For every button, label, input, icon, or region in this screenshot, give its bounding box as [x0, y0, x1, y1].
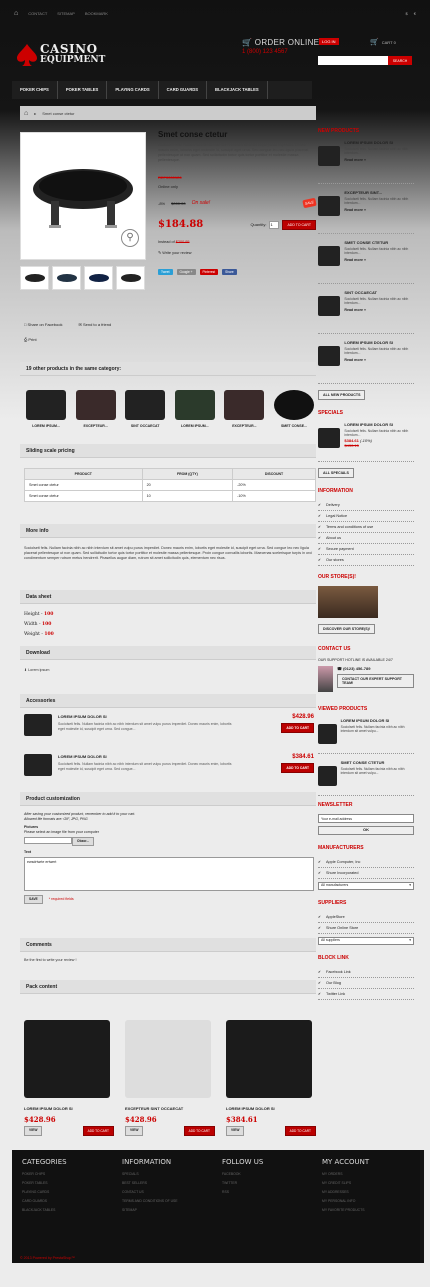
footer-heading: MY ACCOUNT [322, 1158, 370, 1166]
read-more-link[interactable]: Read more » [344, 357, 366, 362]
facebook-share-button[interactable]: Share [222, 269, 237, 275]
top-link-contact[interactable]: CONTACT [28, 10, 48, 16]
new-product-item [318, 290, 414, 334]
print-link[interactable] [24, 337, 154, 342]
item-title[interactable]: LOREM IPSUM DOLOR SI [344, 340, 394, 345]
comments-text[interactable]: Be the first to write your review ! [24, 958, 77, 962]
product-image[interactable] [20, 132, 146, 260]
product-reference: REF0000126 [158, 175, 182, 180]
pack-products [24, 1020, 316, 1136]
sidebar [318, 106, 414, 1000]
newsletter-heading: NEWSLETTER [318, 802, 353, 808]
accessory-price: $384.61 [292, 754, 314, 760]
footer-follow [222, 1158, 314, 1255]
top-bar [6, 0, 424, 26]
product-thumb [175, 390, 215, 420]
accessory-price: $428.96 [292, 714, 314, 720]
add-to-cart-button[interactable]: ADD TO CART [285, 1126, 316, 1136]
copyright[interactable]: © 2013 Powered by PrestaShop™ [20, 1256, 75, 1260]
info-link[interactable]: ✔ Terms and conditions of use [318, 522, 414, 533]
info-link[interactable]: ✔ Legal Notice [318, 511, 414, 522]
newsletter-ok-button[interactable]: OK [318, 826, 414, 835]
cell-discount: -20% [233, 480, 316, 491]
item-desc: Sociolseti felis. Nullam facinia nibh ac nibh interdum... [344, 147, 409, 156]
discount-row [158, 199, 316, 207]
suppliers-select[interactable]: All suppliers ▾ [318, 937, 414, 945]
accessory-title[interactable]: LOREM IPSUM DOLOR SI [58, 754, 107, 759]
top-link-sitemap[interactable]: SITEMAP [57, 10, 75, 16]
main-content [20, 106, 316, 990]
logo-line2: EQUIPMENT [40, 55, 106, 65]
data-key: Height [24, 612, 40, 617]
section-sliding-pricing: Sliding scale pricing [20, 444, 316, 458]
top-link-bookmark[interactable]: BOOKMARK [84, 10, 108, 16]
new-product-item [318, 340, 414, 384]
footer-categories [22, 1158, 114, 1255]
section-download: Download [20, 646, 316, 660]
category-product-title: EXCEPTEUR... [232, 424, 257, 428]
pinterest-button[interactable]: Pinterest [200, 269, 219, 275]
all-specials-button[interactable]: ALL SPECIALS [318, 468, 354, 478]
custom-text-area[interactable]: ewsdrtwrte ertwert [24, 857, 314, 891]
info-link[interactable]: ✔ Secure payment [318, 544, 414, 555]
envelope-icon: ✉ [78, 322, 82, 327]
data-sheet-row: Height - 100 [24, 612, 54, 617]
pack-price: $428.96 [125, 1115, 157, 1124]
category-product[interactable] [74, 390, 118, 428]
cart-link[interactable] [370, 38, 396, 46]
currency-usd[interactable]: $ [405, 10, 408, 16]
manufacturers-select[interactable]: All manufacturers ▾ [318, 882, 414, 890]
item-title[interactable]: LOREM IPSUM DOLOR SI [344, 140, 394, 145]
order-title: ORDER ONLINE [254, 38, 320, 47]
search-form [318, 56, 412, 65]
newsletter-input[interactable]: Your e-mail address [318, 814, 414, 823]
item-desc: Sociolseti felis. Nullam facinia nibh ac nibh interdum sit amet vulpu... [340, 725, 405, 734]
cell-product: Smet conse ctetur [25, 491, 143, 502]
item-desc: Sociolseti felis. Nullam facinia nibh ac nibh interdum... [344, 197, 409, 206]
data-sheet-row: Weight - 100 [24, 632, 54, 637]
manufacturers-heading: MANUFACTURERS [318, 845, 364, 851]
category-product-title: LOREM IPSUM... [32, 424, 60, 428]
product-thumb[interactable] [318, 196, 340, 216]
page [6, 0, 424, 1287]
main-nav [12, 81, 312, 99]
contact-support-button[interactable]: CONTACT OUR EXPERT SUPPORT TEAM! [337, 674, 414, 688]
new-product-item [318, 240, 414, 284]
footer-link[interactable]: TERMS AND CONDITIONS OF USE [122, 1199, 178, 1203]
data-value: 100 [41, 622, 52, 627]
download-link[interactable] [24, 668, 49, 673]
hotline-text: OUR SUPPORT HOTLINE IS AVAILABLE 24/7 [318, 658, 393, 662]
accessory-desc: Sociolseti felis. Nullam facinia nibh ac nibh interdum sit amet vulpu purus imperdiet. Donec mauris enim, lobortis eget molestie id, suscipit eget urna. Sed congue... [58, 722, 232, 731]
thumbnail[interactable] [84, 266, 113, 290]
download-icon: ⬇ [24, 668, 28, 672]
product-thumb [274, 390, 314, 420]
product-info [158, 130, 316, 275]
all-new-products-button[interactable]: ALL NEW PRODUCTS [318, 390, 365, 400]
facebook-icon: □ [24, 322, 27, 327]
breadcrumb-separator: ▸ [34, 110, 37, 116]
more-info-text: Sociolseti felis. Nullam facinia nibh ac nibh interdum sit amet vulpu purus imperdiet. Donec mauris enim, lobortis eget molestie id, suscipit eget urna. Sed congue leo nec ligula placerat pellentesque ut non quam. Sed sollicitudin tortor quis tortor porttitor et molestie massa pellentesque. Proin congue convallis lobortis. Maecenas scelerisque turpis in orci condimentum semper rutrum metus hendrerit. Phasellus augue diam, rutrum sit amet sollicitudin quis, elementum nec risus. [24, 546, 312, 560]
instead-label: Instead of [158, 240, 175, 244]
instead-price: $200.95 [175, 240, 190, 244]
data-sheet [24, 610, 54, 640]
pricing-table-wrap [24, 468, 316, 502]
order-online [242, 38, 319, 55]
item-desc: Sociolseti felis. Nullam facinia nibh ac nibh interdum... [344, 347, 409, 356]
manufacturer-link[interactable]: ✔ Shure Incorporated [318, 868, 414, 879]
special-percent: (-10%) [359, 437, 372, 443]
footer-link[interactable]: MY FAVORITE PRODUCTS [322, 1208, 365, 1212]
login-button[interactable]: LOG IN [319, 38, 339, 45]
viewed-item [318, 718, 414, 754]
category-products [24, 390, 316, 428]
discount-percent: -8% [158, 200, 166, 206]
footer-link[interactable]: POKER CHIPS [22, 1172, 46, 1176]
viewed-item [318, 760, 414, 796]
pack-item [125, 1020, 215, 1136]
special-old-price: $430.15 [344, 442, 359, 448]
section-other-products: 19 other products in the same category: [20, 362, 316, 376]
currency-eur[interactable]: € [413, 10, 416, 16]
accessory-desc: Sociolseti felis. Nullam facinia nibh ac nibh interdum sit amet vulpu purus imperdiet. Donec mauris enim, lobortis eget molestie id, suscipit eget urna. Sed congue... [58, 762, 232, 771]
viewed-heading: VIEWED PRODUCTS [318, 706, 368, 712]
pack-item [226, 1020, 316, 1136]
add-to-cart-button[interactable]: ADD TO CART [83, 1126, 114, 1136]
item-title[interactable]: SMET CONSE CTETUR [340, 760, 385, 765]
category-product[interactable] [173, 390, 217, 428]
on-sale-label: On sale! [191, 200, 211, 206]
add-to-cart-button[interactable]: ADD TO CART [282, 220, 316, 230]
product-thumb [224, 390, 264, 420]
item-title[interactable]: SINT OCCAECAT [344, 290, 377, 295]
phone-number: (0123) 456-789 [343, 666, 371, 671]
product-title: Smet conse ctetur [158, 130, 228, 139]
section-customization: Product customization [20, 792, 316, 806]
read-more-link[interactable]: Read more » [344, 307, 366, 312]
item-desc: Sociolseti felis. Nullam facinia nibh ac nibh interdum... [344, 247, 409, 256]
data-key: Weight [24, 632, 40, 637]
add-to-cart-button[interactable]: ADD TO CART [281, 723, 314, 733]
text-label: Text [24, 850, 32, 854]
information-heading: INFORMATION [318, 488, 353, 494]
block-link-heading: BLOCK LINK [318, 955, 349, 961]
col-from: FROM (QTY) [142, 469, 233, 480]
footer-link[interactable]: MY ORDERS [322, 1172, 343, 1176]
product-thumb[interactable] [318, 296, 340, 316]
footer-link[interactable]: RSS [222, 1190, 229, 1194]
nav-playing-cards[interactable]: PLAYING CARDS [107, 81, 158, 99]
accessory-item [24, 754, 314, 776]
browse-button[interactable]: Obzor... [72, 837, 94, 846]
send-friend-label: Send to a friend [82, 322, 112, 327]
pack-title[interactable]: LOREM IPSUM DOLOR SI [24, 1106, 73, 1111]
item-desc: Sociolseti felis. Nullam facinia nibh ac nibh interdum... [344, 429, 409, 438]
cell-discount: -10% [233, 491, 316, 502]
special-price: $384.61 [344, 437, 359, 443]
data-sheet-row: Width - 100 [24, 622, 52, 627]
product-thumb[interactable] [318, 246, 340, 266]
footer-link[interactable]: PLAYING CARDS [22, 1190, 50, 1194]
supplier-link[interactable]: ✔ AppleStore [318, 912, 414, 923]
info-link[interactable]: ✔ Delivery [318, 500, 414, 511]
social-buttons [158, 269, 316, 275]
block-link[interactable]: ✔ Twitter Link [318, 989, 414, 1000]
zoom-icon[interactable]: ⚲ [121, 229, 139, 247]
logo-line1: CASINO [40, 42, 98, 56]
category-product-title: LOREM IPSUM... [180, 424, 209, 428]
footer-link[interactable]: MY CREDIT SLIPS [322, 1181, 352, 1185]
new-product-item [318, 190, 414, 234]
product-thumb[interactable] [318, 724, 337, 744]
manufacturer-link[interactable]: ✔ Apple Computer, Inc [318, 857, 414, 868]
order-phone: 1 (800) 123 4567 [242, 49, 288, 55]
product-actions [24, 322, 154, 352]
contact-heading: CONTACT US [318, 646, 351, 652]
stores-heading: OUR STORE(S)! [318, 574, 356, 580]
item-title[interactable]: LOREM IPSUM DOLOR SI [340, 718, 390, 723]
phone-icon: ☎ [336, 666, 342, 671]
cart-icon: 🛒 [242, 38, 253, 47]
pack-image[interactable] [24, 1020, 110, 1098]
quantity-label: Quantity: [250, 222, 267, 227]
cell-product: Smet conse ctetur [25, 480, 143, 491]
product-condition: Online only [158, 184, 179, 189]
col-discount: DISCOUNT [233, 469, 316, 480]
view-button[interactable]: VIEW [24, 1126, 42, 1136]
suppliers-heading: SUPPLIERS [318, 900, 347, 906]
nav-blackjack-tables[interactable]: BLACKJACK TABLES [207, 81, 268, 99]
footer-link[interactable]: MY PERSONAL INFO [322, 1199, 356, 1203]
footer-link[interactable]: CONTACT US [122, 1190, 144, 1194]
pack-price: $428.96 [24, 1115, 56, 1124]
thumbnail[interactable] [20, 266, 49, 290]
suppliers-list [318, 912, 414, 934]
pricing-table [24, 468, 316, 502]
file-input[interactable] [24, 837, 72, 844]
contact-phone [337, 666, 414, 671]
select-image-label: Please select an image file from your computer [24, 830, 99, 834]
item-title[interactable]: EXCEPTEUR SINT... [344, 190, 382, 195]
home-icon[interactable]: ⌂ [24, 109, 29, 117]
specials-heading: SPECIALS [318, 410, 344, 416]
section-pack-content: Pack content [20, 980, 316, 994]
price-row [158, 219, 316, 230]
spade-icon [16, 43, 38, 67]
data-value: 100 [44, 612, 54, 617]
product-thumb [76, 390, 116, 420]
information-list [318, 500, 414, 566]
add-to-cart-button[interactable]: ADD TO CART [184, 1126, 215, 1136]
category-product[interactable] [222, 390, 266, 428]
pack-price: $384.61 [226, 1115, 258, 1124]
product-thumb [26, 390, 66, 420]
custom-intro: After saving your customized product, remember to add it to your cart. [24, 812, 136, 816]
footer-heading: CATEGORIES [22, 1158, 67, 1166]
footer-heading: FOLLOW US [222, 1158, 264, 1166]
logo[interactable] [16, 38, 108, 72]
read-more-link[interactable]: Read more » [344, 157, 366, 162]
nav-poker-chips[interactable]: POKER CHIPS [12, 81, 58, 99]
item-title[interactable]: LOREM IPSUM DOLOR SI [344, 422, 394, 427]
download-label: Lorem ipsum [28, 668, 50, 672]
pencil-icon: ✎ [158, 251, 162, 255]
footer-information [122, 1158, 214, 1255]
header [6, 26, 424, 82]
search-input[interactable] [318, 56, 388, 65]
new-products-heading: NEW PRODUCTS [318, 128, 360, 134]
footer-account [322, 1158, 414, 1255]
pack-item [24, 1020, 114, 1136]
data-key: Width [24, 622, 38, 627]
pack-title[interactable]: EXCEPTEUR SINT OCCAECAT [125, 1106, 184, 1111]
product-thumb[interactable] [318, 146, 340, 166]
info-link[interactable]: ✔ Our stores [318, 555, 414, 566]
view-button[interactable]: VIEW [226, 1126, 244, 1136]
home-icon[interactable]: ⌂ [14, 9, 19, 17]
footer-link[interactable]: BLACKJACK TABLES [22, 1208, 56, 1212]
footer-link[interactable]: CARD GUARDS [22, 1199, 48, 1203]
search-button[interactable]: SEARCH [388, 56, 412, 65]
save-button[interactable]: SAVE [24, 895, 43, 904]
read-more-link[interactable]: Read more » [344, 207, 366, 212]
item-desc: Sociolseti felis. Nullam facinia nibh ac nibh interdum sit amet vulpu... [340, 767, 405, 776]
cart-count: 0 [393, 40, 396, 45]
send-friend-link[interactable] [78, 322, 111, 327]
pack-title[interactable]: LOREM IPSUM DOLOR SI [226, 1106, 275, 1111]
footer-link[interactable]: MY ADDRESSES [322, 1190, 349, 1194]
info-link[interactable]: ✔ About us [318, 533, 414, 544]
nav-poker-tables[interactable]: POKER TABLES [58, 81, 108, 99]
quantity-input[interactable] [269, 221, 279, 229]
block-link-list [318, 967, 414, 1000]
required-note: * required fields [48, 897, 74, 901]
accessory-image[interactable] [24, 714, 52, 736]
thumbnail[interactable] [52, 266, 81, 290]
basket-icon: 🛒 [370, 39, 379, 46]
product-description: Sociolseti felis. Nullam facinia nibh ac nibh interdum sit amet vulpu purus imperdiet. Donec mauris enim, lobortis eget molestie id, suscipit eget urna. Sed congue leo nec ligula placerat pellentesque ut non quam. Sed sollicitudin tortor quis tortor porttitor et molestie massa pellentesque. [158, 143, 309, 162]
manufacturers-list [318, 857, 414, 879]
block-link[interactable]: ✔ Our Blog [318, 978, 414, 989]
print-icon: ⎙ [24, 337, 28, 342]
discover-stores-button[interactable]: DISCOVER OUR STORE(S)! [318, 624, 375, 634]
supplier-link[interactable]: ✔ Shure Online Store [318, 923, 414, 934]
category-product[interactable] [123, 390, 167, 428]
add-to-cart-button[interactable]: ADD TO CART [281, 763, 314, 773]
footer-link[interactable]: POKER TABLES [22, 1181, 48, 1185]
tweet-button[interactable]: Tweet [158, 269, 173, 275]
breadcrumb-current: Smet conse ctetur [42, 110, 75, 116]
old-price: $000.00 [171, 200, 186, 206]
product-thumb[interactable] [318, 428, 340, 448]
thumbnail-strip [20, 266, 148, 290]
pack-image[interactable] [226, 1020, 312, 1098]
footer-heading: INFORMATION [122, 1158, 172, 1166]
table-row [25, 480, 316, 491]
new-product-item [318, 140, 414, 184]
pack-image[interactable] [125, 1020, 211, 1098]
write-review-label: Write your review [162, 251, 192, 255]
share-facebook-label: Share on Facebook [27, 322, 63, 327]
cart-label: CART [381, 40, 393, 45]
section-data-sheet: Data sheet [20, 590, 316, 604]
breadcrumb [20, 106, 316, 120]
thumbnail[interactable] [116, 266, 145, 290]
footer-link[interactable]: TWITTER [222, 1181, 238, 1185]
google-plus-button[interactable]: Google + [177, 269, 196, 275]
footer [12, 1150, 424, 1263]
write-review-link[interactable] [158, 250, 316, 255]
product-price: $184.88 [158, 219, 204, 230]
footer-link[interactable]: FACEBOOK [222, 1172, 241, 1176]
pictures-label: Pictures [24, 825, 39, 829]
cell-from: 10 [142, 491, 233, 502]
category-product[interactable] [24, 390, 68, 428]
print-label: Print [28, 337, 37, 342]
support-avatar [318, 666, 333, 692]
sale-badge: SALE [302, 198, 316, 209]
category-product-title: SMET CONSE... [280, 424, 307, 428]
item-desc: Sociolseti felis. Nullam facinia nibh ac nibh interdum... [344, 297, 409, 306]
customization-form [24, 812, 312, 904]
product-thumb[interactable] [318, 766, 337, 786]
block-link[interactable]: ✔ Facebook Link [318, 967, 414, 978]
special-item [318, 422, 414, 462]
custom-allowed: Allowed file formats are: GIF, JPG, PNG [24, 817, 88, 821]
footer-link[interactable]: BEST SELLERS [122, 1181, 148, 1185]
instead-of [158, 240, 316, 244]
category-product-title: EXCEPTEUR... [83, 424, 108, 428]
product-thumb[interactable] [318, 346, 340, 366]
category-product-title: SINT OCCAECAT [130, 424, 160, 428]
table-row [25, 491, 316, 502]
footer-link[interactable]: SPECIALS [122, 1172, 139, 1176]
section-more-info: More info [20, 524, 316, 538]
item-title[interactable]: SMET CONSE CTETUR [344, 240, 389, 245]
product-thumb [125, 390, 165, 420]
share-facebook-link[interactable] [24, 322, 62, 327]
cell-from: 20 [142, 480, 233, 491]
col-product: PRODUCT [25, 469, 143, 480]
accessory-item [24, 714, 314, 736]
data-value: 100 [44, 632, 54, 637]
read-more-link[interactable]: Read more » [344, 257, 366, 262]
nav-card-guards[interactable]: CARD GUARDS [159, 81, 207, 99]
footer-link[interactable]: SITEMAP [122, 1208, 137, 1212]
section-accessories: Accessories [20, 694, 316, 708]
accessory-image[interactable] [24, 754, 52, 776]
view-button[interactable]: VIEW [125, 1126, 143, 1136]
category-product[interactable] [272, 390, 316, 428]
store-image[interactable] [318, 586, 378, 618]
section-comments: Comments [20, 938, 316, 952]
accessory-title[interactable]: LOREM IPSUM DOLOR SI [58, 714, 107, 719]
